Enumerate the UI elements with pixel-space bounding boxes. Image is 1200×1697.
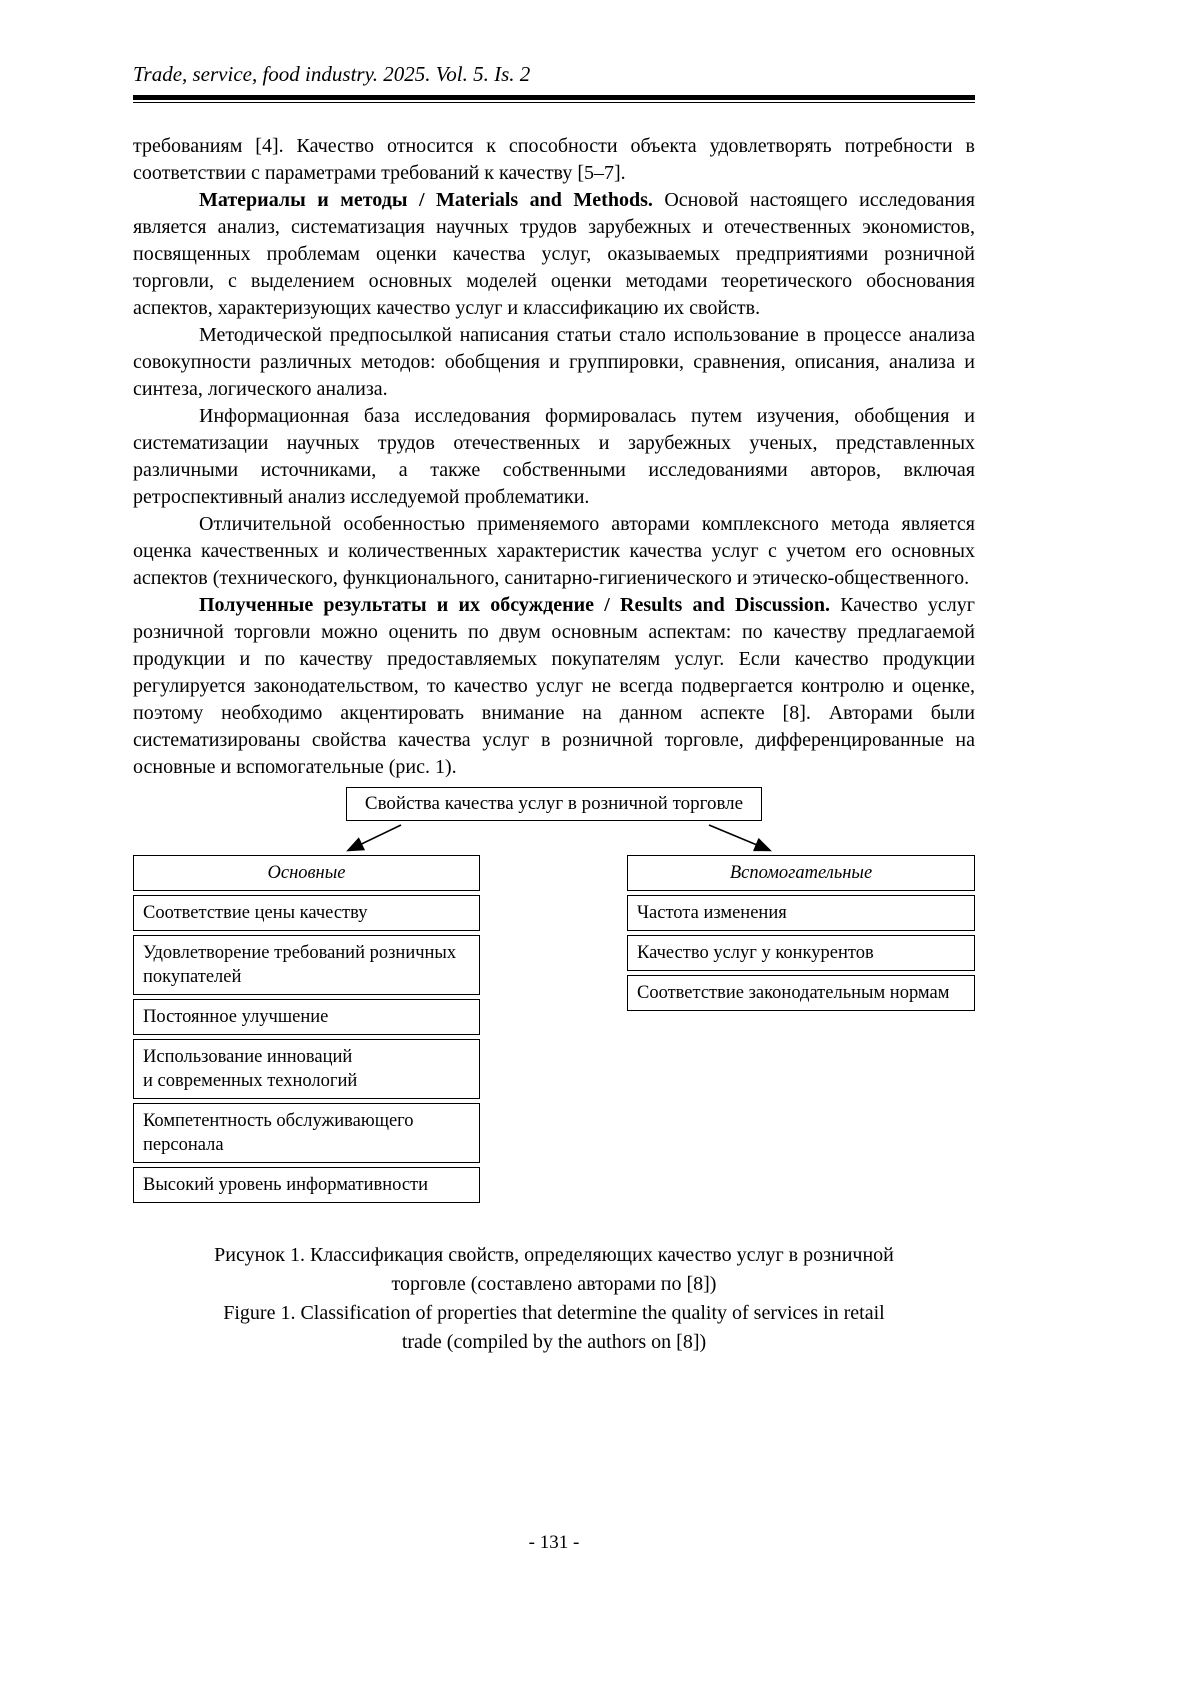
body-paragraph [133,403,975,511]
article-body [133,133,975,781]
diagram-cell: Высокий уровень информативности [133,1167,480,1203]
body-paragraph [133,592,975,781]
diagram-column-auxiliary [627,855,975,1011]
diagram-arrows [133,823,975,855]
page-content [133,62,975,1357]
paragraph-text: Основой настоящего исследования является анализ, систематизация научных трудов зарубежных и отечественных экономистов, посвященных проблемам оценки качества услуг, оказываемых предприятиями розничной торговли, с выделением основных моделей оценки методами теоретического обоснования аспектов, характеризующих качество услуг и классификацию их свойств. [133,189,976,319]
diagram-cell: Соответствие цены качеству [133,895,480,931]
diagram-cell: Использование инноваций и современных технологий [133,1039,480,1099]
diagram-cell: Соответствие законодательным нормам [627,975,975,1011]
diagram-cell: Качество услуг у конкурентов [627,935,975,971]
diagram-root-box: Свойства качества услуг в розничной торговле [346,787,762,821]
figure-caption-en: Figure 1. Classification of properties that determine the quality of services in retail trade (compiled by the authors on [8]) [223,1302,885,1353]
diagram-cell: Частота изменения [627,895,975,931]
paragraph-text: требованиям [4]. Качество относится к способности объекта удовлетворять потребности в соответствии с параметрами требований к качеству [5–7]. [133,135,975,184]
figure-captions [133,1241,975,1357]
diagram-cell: Постоянное улучшение [133,999,480,1035]
figure-1-diagram [133,787,975,1203]
paragraph-text: Методической предпосылкой написания статьи стало использование в процессе анализа совокупности различных методов: обобщения и группировки, сравнения, описания, анализа и синтеза, логического анализа. [133,324,975,400]
diagram-column-main [133,855,480,1203]
body-paragraph [133,187,975,322]
header-rule-thin [133,102,975,103]
section-heading-materials: Материалы и методы / Materials and Methods. [199,189,653,211]
journal-header: Trade, service, food industry. 2025. Vol. 5. Is. 2 [133,62,531,86]
body-paragraph [133,322,975,403]
right-arrow [709,825,769,850]
column-header-auxiliary: Вспомогательные [627,855,975,891]
diagram-columns [133,855,975,1203]
paragraph-text: Информационная база исследования формировалась путем изучения, обобщения и систематизации научных трудов отечественных и зарубежных ученых, представленных различными источниками, а также собственными исследованиями авторов, включая ретроспективный анализ исследуемой проблематики. [133,405,975,508]
paragraph-text: Отличительной особенностью применяемого авторами комплексного метода является оценка качественных и количественных характеристик качества услуг с учетом его основных аспектов (технического, функционального, санитарно-гигиенического и этическо-общественного. [133,513,975,589]
paragraph-text: Качество услуг розничной торговли можно оценить по двум основным аспектам: по качеству предлагаемой продукции и по качеству предоставляемых покупателям услуг. Если качество продукции регулируется законодательством, то качество услуг не всегда подвергается контролю и оценке, поэтому необходимо акцентировать внимание на данном аспекте [8]. Авторами были систематизированы свойства качества услуг в розничной торговле, дифференцированные на основные и вспомогательные (рис. 1). [133,594,975,778]
body-paragraph [133,511,975,592]
section-heading-results: Полученные результаты и их обсуждение / Results and Discussion. [199,594,830,616]
diagram-cell: Удовлетворение требований розничных покупателей [133,935,480,995]
body-paragraph [133,133,975,187]
diagram-cell: Компетентность обслуживающего персонала [133,1103,480,1163]
left-arrow [349,825,401,850]
header-rule-thick [133,95,975,100]
figure-caption-ru: Рисунок 1. Классификация свойств, определяющих качество услуг в розничной торговле (составлено авторами по [8]) [214,1244,894,1295]
page-number: - 131 - [528,1532,580,1553]
column-header-main: Основные [133,855,480,891]
